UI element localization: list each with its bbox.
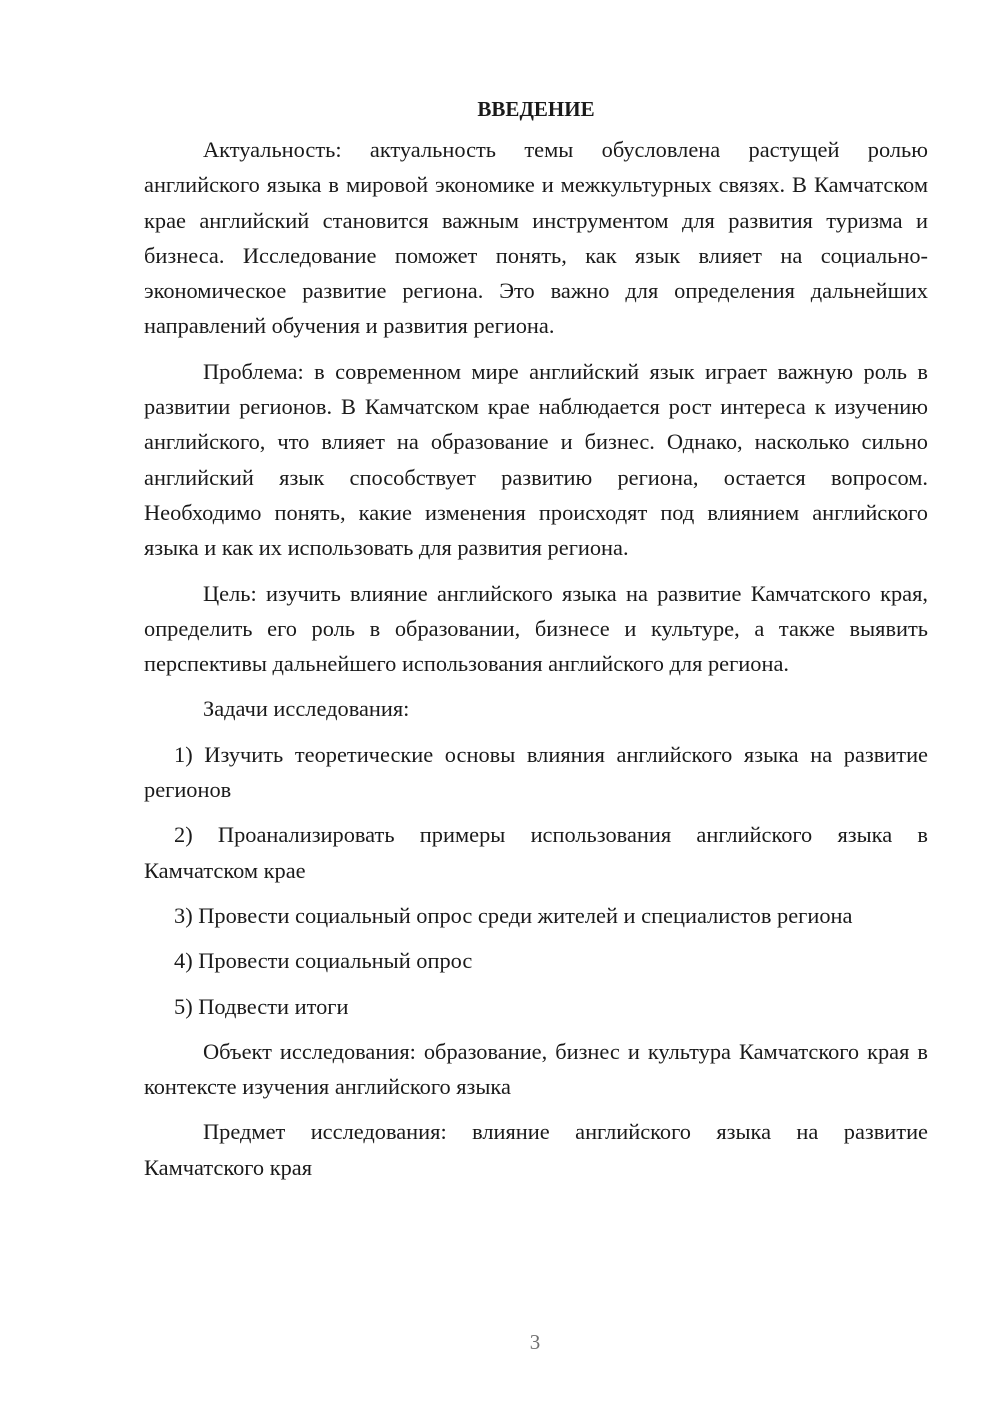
task-item: 4) Провести социальный опрос xyxy=(174,948,473,974)
task-item: 2) Проанализировать примеры использования английского языка в Камчатском крае xyxy=(144,822,928,883)
relevance-paragraph: Актуальность: актуальность темы обусловлена растущей ролью английского языка в мировой экономике и межкультурных связях. В Камчатском крае английский становится важным инструментом для развития туризма и бизнеса. Исследование поможет понять, как язык влияет на социально-экономическое развитие региона. Это важно для определения дальнейших направлений обучения и развития региона. xyxy=(144,137,928,339)
task-item: 3) Провести социальный опрос среди жителей и специалистов региона xyxy=(174,902,853,928)
goal-paragraph: Цель: изучить влияние английского языка на развитие Камчатского края, определить его роль в образовании, бизнесе и культуре, а также выявить перспективы дальнейшего использования английского для региона. xyxy=(144,580,928,677)
document-page xyxy=(144,92,928,1195)
tasks-heading: Задачи исследования: xyxy=(203,696,410,722)
task-item: 5) Подвести итоги xyxy=(174,993,349,1019)
subject-paragraph: Предмет исследования: влияние английского языка на развитие Камчатского края xyxy=(144,1119,928,1180)
task-item: 1) Изучить теоретические основы влияния английского языка на развитие регионов xyxy=(144,741,928,803)
object-paragraph: Объект исследования: образование, бизнес и культура Камчатского края в контексте изучения английского языка xyxy=(144,1038,928,1100)
problem-paragraph: Проблема: в современном мире английский язык играет важную роль в развитии регионов. В Камчатском крае наблюдается рост интереса к изучению английского, что влияет на образование и бизнес. Однако, насколько сильно английский язык способствует развитию региона, остается вопросом. Необходимо понять, какие изменения происходят под влиянием английского языка и как их использовать для развития региона. xyxy=(144,358,928,561)
section-title: ВВЕДЕНИЕ xyxy=(477,97,595,121)
page-number: 3 xyxy=(529,1330,541,1354)
